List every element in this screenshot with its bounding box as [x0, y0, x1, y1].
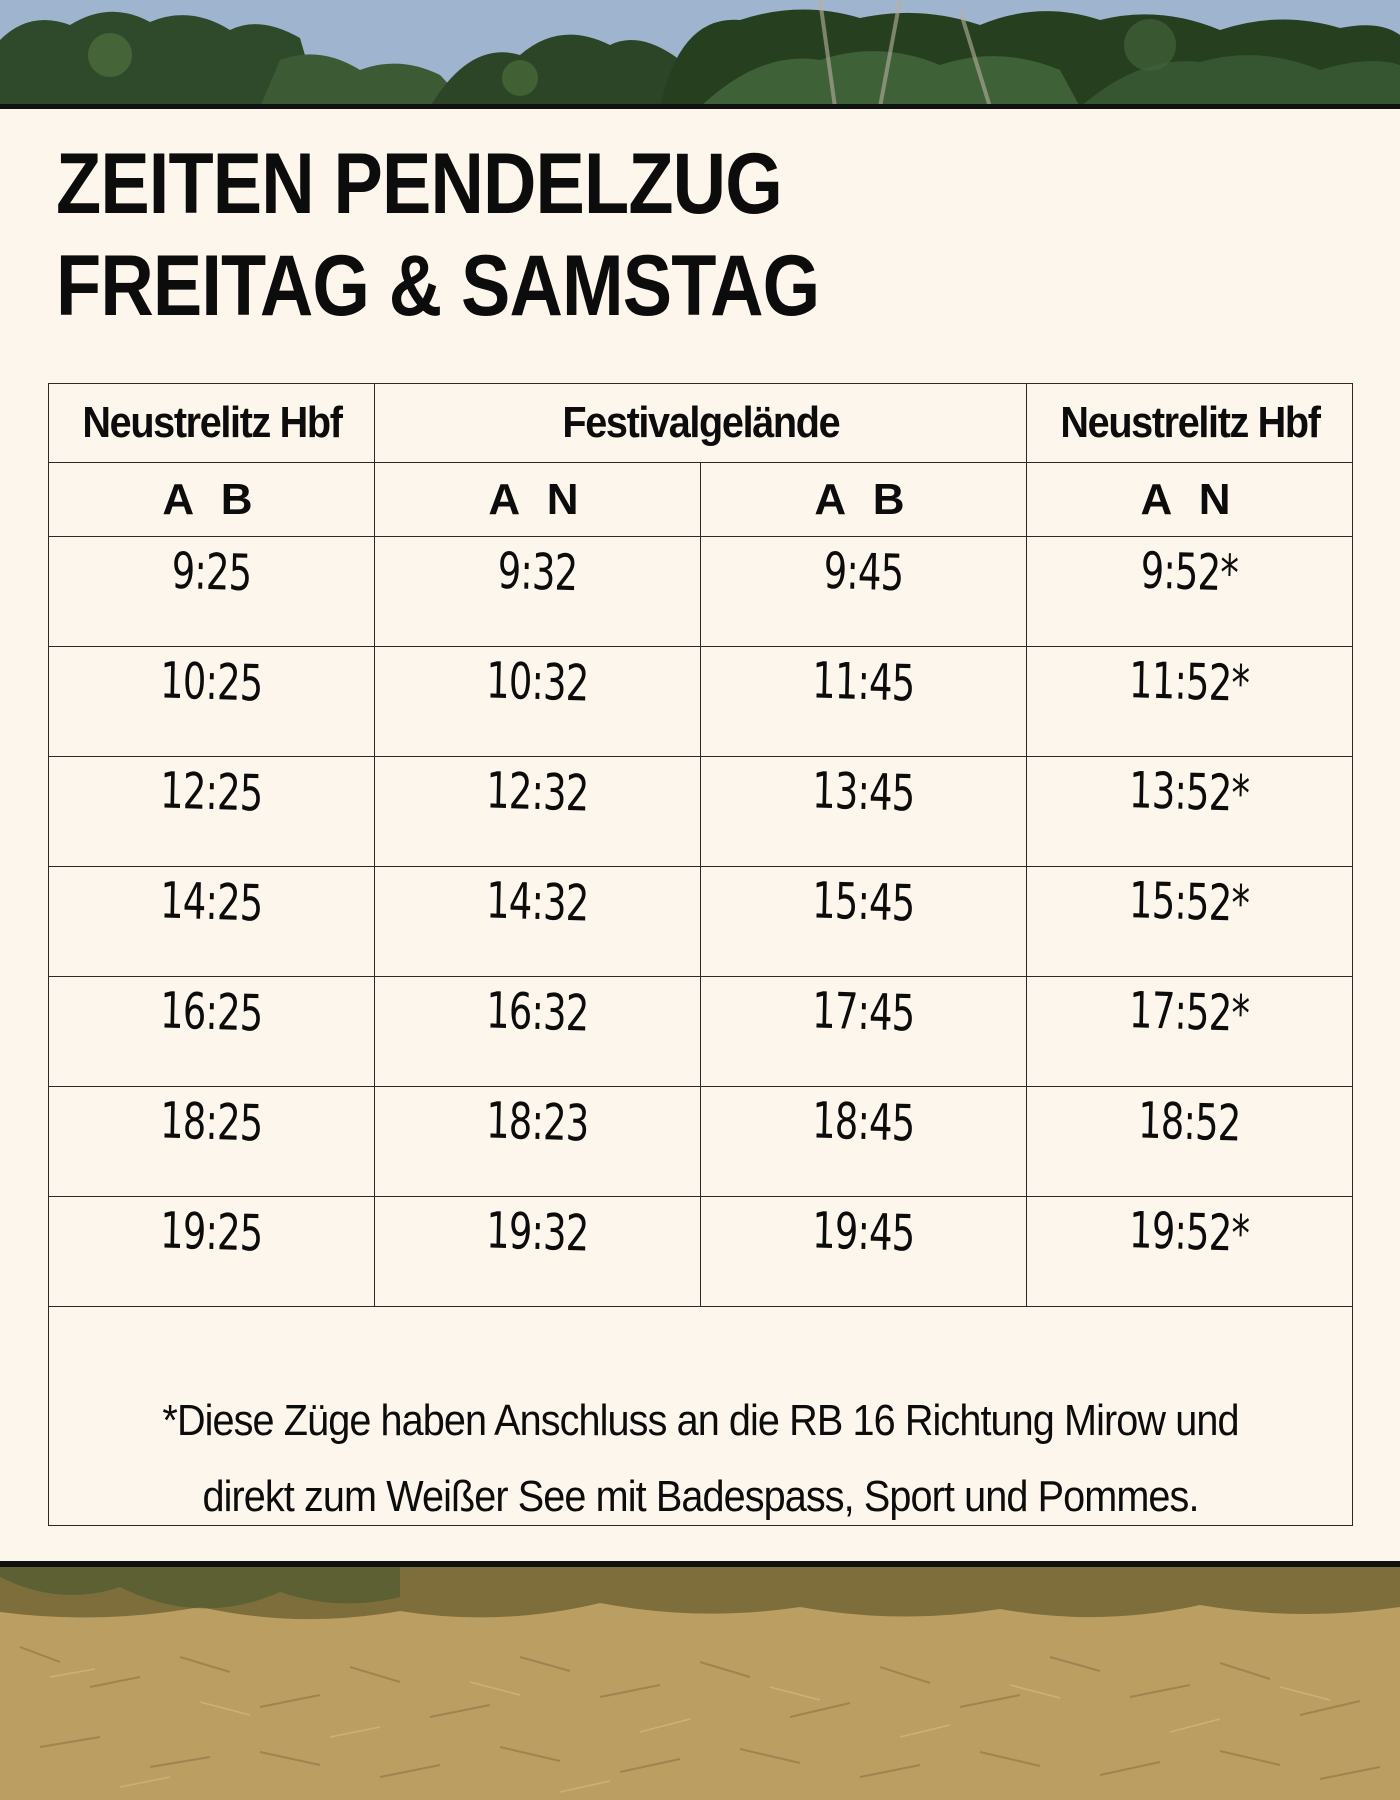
direction-header-row [49, 463, 1353, 537]
time-cell: 13:45 [701, 757, 1027, 867]
time-cell: 19:45 [701, 1197, 1027, 1307]
footnote: *Diese Züge haben Anschluss an die RB 16 Richtung Mirow und direkt zum Weißer See mit Badespass, Sport und Pommes. [49, 1307, 1353, 1526]
table-row [49, 867, 1353, 977]
table-row [49, 757, 1353, 867]
time-cell: 19:32 [375, 1197, 701, 1307]
time-cell: 15:45 [701, 867, 1027, 977]
time-cell: 9:52* [1027, 537, 1353, 647]
time-cell: 19:52* [1027, 1197, 1353, 1307]
direction-label: A N [1027, 463, 1353, 537]
time-cell: 17:52* [1027, 977, 1353, 1087]
time-cell: 16:25 [49, 977, 375, 1087]
grass-illustration [0, 1567, 1400, 1800]
time-cell: 18:52 [1027, 1087, 1353, 1197]
station-header-return: Neustrelitz Hbf [1027, 384, 1353, 463]
time-cell: 9:32 [375, 537, 701, 647]
direction-label: A N [375, 463, 701, 537]
table-row [49, 647, 1353, 757]
table-row [49, 1087, 1353, 1197]
time-cell: 11:52* [1027, 647, 1353, 757]
time-cell: 11:45 [701, 647, 1027, 757]
time-cell: 18:45 [701, 1087, 1027, 1197]
time-cell: 14:25 [49, 867, 375, 977]
photo-dry-grass [0, 1567, 1400, 1800]
time-cell: 17:45 [701, 977, 1027, 1087]
time-cell: 10:32 [375, 647, 701, 757]
time-cell: 12:25 [49, 757, 375, 867]
table-row [49, 537, 1353, 647]
table-row [49, 1197, 1353, 1307]
page-title [56, 133, 819, 337]
time-cell: 9:45 [701, 537, 1027, 647]
time-cell: 9:25 [49, 537, 375, 647]
station-header-festival: Festivalgelände [375, 384, 1027, 463]
time-cell: 12:32 [375, 757, 701, 867]
title-line-1: ZEITEN PENDELZUG [56, 136, 782, 232]
time-cell: 14:32 [375, 867, 701, 977]
time-cell: 15:52* [1027, 867, 1353, 977]
time-cell: 13:52* [1027, 757, 1353, 867]
time-cell: 19:25 [49, 1197, 375, 1307]
time-cell: 18:25 [49, 1087, 375, 1197]
time-cell: 18:23 [375, 1087, 701, 1197]
schedule-card [0, 109, 1400, 1561]
trees-illustration [0, 0, 1400, 107]
direction-label: A B [49, 463, 375, 537]
photo-trees-sky [0, 0, 1400, 107]
time-cell: 16:32 [375, 977, 701, 1087]
footnote-row [49, 1307, 1353, 1526]
station-header-row [49, 384, 1353, 463]
title-line-2: FREITAG & SAMSTAG [56, 238, 820, 334]
timetable [48, 383, 1353, 1526]
time-cell: 10:25 [49, 647, 375, 757]
table-row [49, 977, 1353, 1087]
direction-label: A B [701, 463, 1027, 537]
station-header-origin: Neustrelitz Hbf [49, 384, 375, 463]
